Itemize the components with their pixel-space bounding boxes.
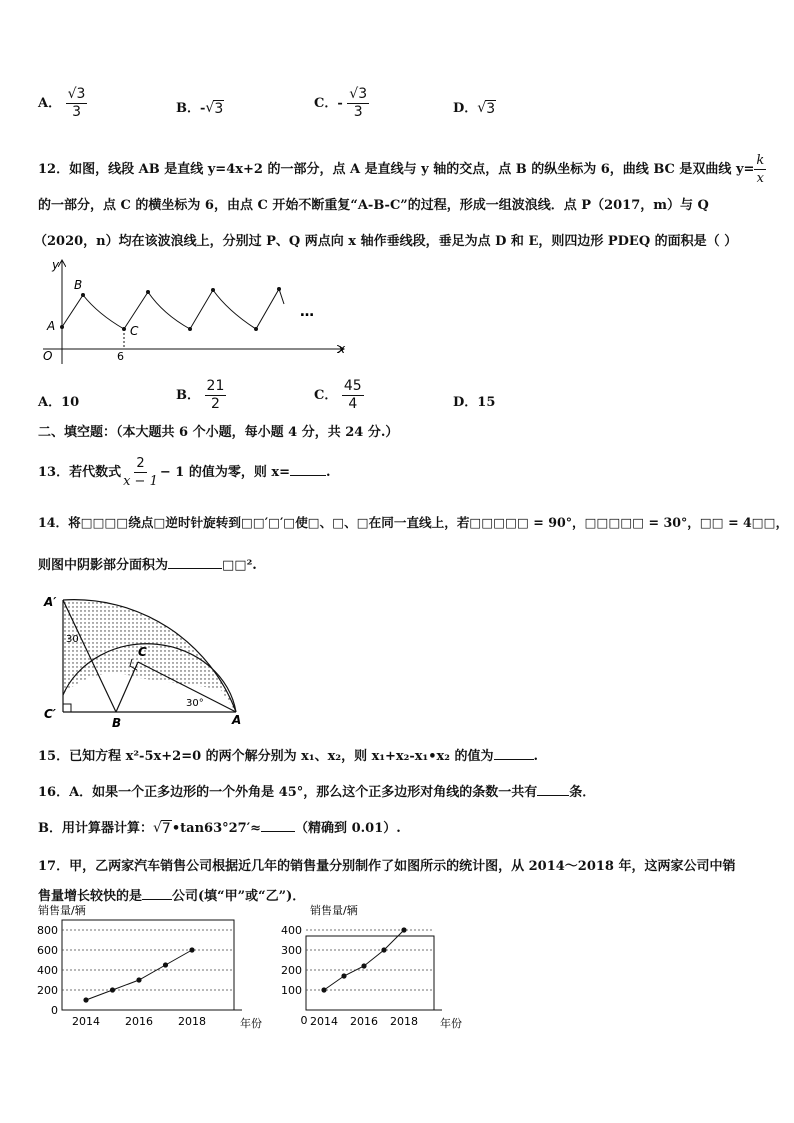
y-axis-label: 销售量/辆 (38, 904, 86, 917)
c-label: C (130, 324, 139, 338)
y-tick-label: 400 (37, 964, 58, 977)
y-label: y (52, 258, 60, 272)
rotation-figure (40, 590, 250, 730)
y-tick-label: 200 (281, 964, 302, 977)
q12-option-c: C． $\frac{45}{4}$ (314, 378, 362, 412)
x-axis-label: 年份 (440, 1017, 462, 1030)
q12-option-d: D．15 (453, 395, 496, 410)
q11-option-b: B．-√ 3 (176, 100, 224, 117)
q12-option-b: B． $\frac{21}{2}$ (176, 378, 225, 412)
plot-frame (62, 920, 234, 1010)
x-tick-label: 2018 (390, 1015, 418, 1028)
y-tick-label: 100 (281, 984, 302, 997)
y-tick-label: 300 (281, 944, 302, 957)
wave-point (188, 327, 192, 331)
q12-option-a: A．10 (38, 395, 80, 410)
wave-graph (38, 256, 358, 366)
angle-label: 30 (66, 634, 79, 645)
sqrt: √ 7 (153, 820, 171, 837)
wave-curve (62, 289, 284, 329)
fraction: $\frac{√3}{3}$ (67, 86, 86, 120)
data-point (381, 947, 386, 952)
answer-blank[interactable] (261, 819, 295, 832)
a-prime-label: A′ (44, 595, 57, 609)
fraction: $\frac{2}{x - 1}$ (123, 456, 158, 489)
answer-blank[interactable] (537, 783, 569, 796)
wave-point (254, 327, 258, 331)
series-line (324, 930, 404, 990)
x-tick-label: 2016 (350, 1015, 378, 1028)
angle-label: 30° (186, 698, 204, 709)
data-point (341, 973, 346, 978)
fraction: $\frac{√3}{3}$ (349, 86, 368, 120)
data-point (136, 977, 141, 982)
y-tick-label: 200 (37, 984, 58, 997)
wave-point (146, 290, 150, 294)
data-point (321, 987, 326, 992)
y-tick-label: 400 (281, 924, 302, 937)
y-axis-label: 销售量/辆 (310, 904, 358, 917)
series-line (86, 950, 192, 1000)
q12-line2: 的一部分，点 C 的横坐标为 6，由点 C 开始不断重复“A-B-C”的过程，形成一组波浪线．点 P（2017，m）与 Q (38, 198, 709, 213)
wave-point (211, 288, 215, 292)
point-a (60, 325, 64, 329)
y-tick-label: 600 (37, 944, 58, 957)
b-label: B (74, 278, 83, 292)
q15: 15．已知方程 x²-5x+2=0 的两个解分别为 x₁、x₂，则 x₁+x₂-x₁•x₂ 的值为 . (38, 749, 539, 764)
c-label: C (138, 645, 147, 659)
data-point (83, 997, 88, 1002)
y-tick-label: 0 (300, 1014, 308, 1027)
x-axis-label: 年份 (240, 1017, 262, 1030)
origin-label: O (43, 349, 53, 363)
six-label: 6 (117, 350, 124, 363)
plot-frame (306, 936, 434, 1010)
a-label: A (232, 713, 242, 727)
c-prime-label: C′ (44, 707, 56, 721)
fraction: $\frac{k}{x}$ (756, 153, 765, 186)
b-label: B (112, 716, 122, 730)
data-point (189, 947, 194, 952)
wave-point (277, 287, 281, 291)
answer-blank[interactable] (142, 887, 172, 900)
y-tick-label: 800 (37, 924, 58, 937)
q14-line2: 则图中阴影部分面积为 □□². (38, 558, 257, 573)
x-tick-label: 2018 (178, 1015, 206, 1028)
sales-chart-yi (278, 902, 470, 1034)
answer-blank[interactable] (168, 556, 222, 569)
x-tick-label: 2014 (72, 1015, 100, 1028)
q16a: 16．A．如果一个正多边形的一个外角是 45°，那么这个正多边形对角线的条数一共有 条． (38, 785, 596, 800)
q14-line1: 14．将□□□□绕点□逆时针旋转到□□′□′□使□、□、□在同一直线上，若□□□□□ = 90°，□□□□□ = 30°，□□ = 4□□， (38, 515, 789, 530)
q12-line3: （2020，n）均在该波浪线上，分别过 P、Q 两点向 x 轴作垂线段，垂足为点 D 和 E，则四边形 PDEQ 的面积是（ ） (34, 234, 738, 249)
x-label: x (338, 342, 346, 356)
answer-blank[interactable] (494, 747, 534, 760)
ellipsis: … (300, 304, 314, 320)
q11-option-d: D．√ 3 (453, 100, 496, 117)
point-c (122, 327, 126, 331)
q11-option-a: A． $\frac{√3}{3}$ (38, 86, 86, 120)
sqrt: √ 3 (205, 100, 224, 117)
x-tick-label: 2016 (125, 1015, 153, 1028)
data-point (163, 962, 168, 967)
q13: 13．若代数式 $\frac{2}{x - 1}$ − 1 的值为零，则 x= . (38, 456, 331, 489)
point-b (81, 293, 85, 297)
x-tick-label: 2014 (310, 1015, 338, 1028)
fraction: $\frac{21}{2}$ (206, 378, 225, 412)
q17-line1: 17．甲，乙两家汽车销售公司根据近几年的销售量分别制作了如图所示的统计图，从 2014～2018 年，这两家公司中销 (38, 859, 736, 874)
sqrt: √ 3 (477, 100, 496, 117)
sales-chart-jia (30, 902, 262, 1034)
data-point (401, 927, 406, 932)
right-angle-mark (63, 704, 71, 712)
section-heading: 二、填空题：（本大题共 6 个小题，每小题 4 分，共 24 分.） (38, 425, 399, 440)
q11-option-c: C．- $\frac{√3}{3}$ (314, 86, 368, 120)
q17-line2: 售量增长较快的是 公司(填“甲”或“乙”)． (38, 889, 306, 904)
q16b: B．用计算器计算：√ 7 •tan63°27′≈ （精确到 0.01）. (38, 820, 401, 837)
data-point (361, 963, 366, 968)
data-point (110, 987, 115, 992)
y-tick-label: 0 (51, 1004, 58, 1017)
q12-line1: 12．如图，线段 AB 是直线 y=4x+2 的一部分，点 A 是直线与 y 轴的交点，点 B 的纵坐标为 6，曲线 BC 是双曲线 y= $\frac{k}{x}$ (38, 153, 765, 186)
a-label: A (47, 319, 56, 333)
answer-blank[interactable] (290, 463, 326, 476)
fraction: $\frac{45}{4}$ (343, 378, 362, 412)
